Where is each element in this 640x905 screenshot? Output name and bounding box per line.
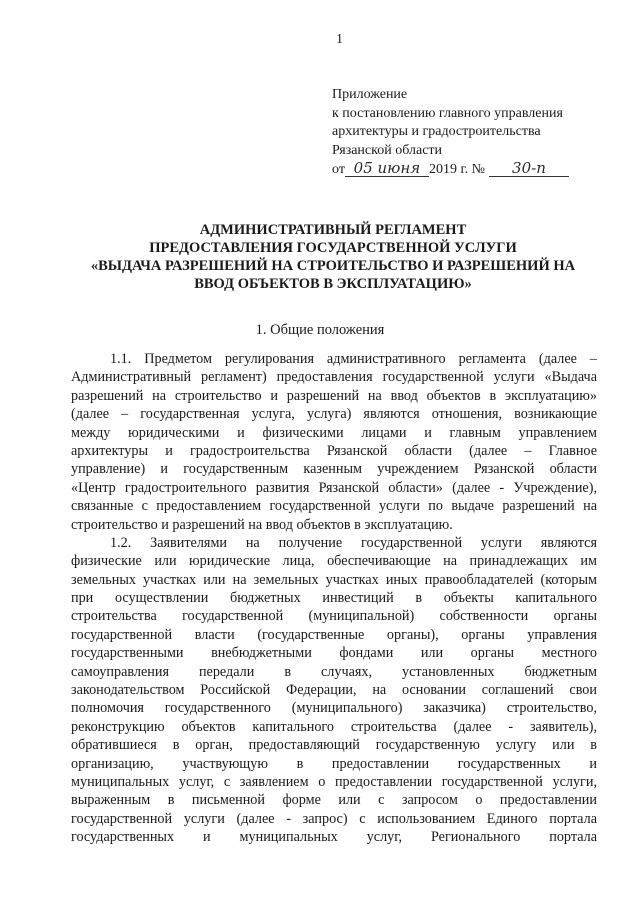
paragraph-line: государственной власти (государственные органы), органы управления — [71, 626, 597, 643]
paragraph-line: государственными внебюджетными фондами или органы местного — [71, 645, 597, 662]
paragraph-line: управление) и государственным казенным учреждением Рязанской области — [71, 461, 597, 478]
paragraph-line: архитектуры и градостроительства Рязанской области (далее – Главное — [71, 442, 597, 459]
title-line: ПРЕДОСТАВЛЕНИЯ ГОСУДАРСТВЕННОЙ УСЛУГИ — [149, 240, 517, 256]
title-line: ВВОД ОБЪЕКТОВ В ЭКСПЛУАТАЦИЮ» — [194, 276, 472, 292]
section-heading: 1. Общие положения — [255, 322, 385, 338]
paragraph-line: связанные с предоставлением государственной услуги по выдаче разрешений на — [71, 498, 597, 515]
paragraph-line: 1.1. Предметом регулирования административного регламента (далее – — [110, 351, 597, 367]
handwritten-number: 30-п — [489, 160, 569, 177]
paragraph-line: выраженным в письменной форме или с запросом о предоставлении — [71, 792, 597, 809]
appendix-line: Приложение — [332, 87, 408, 102]
paragraph-line: земельных участках или на земельных участках иных правообладателей (которым — [71, 571, 597, 588]
paragraph-line: между юридическими и физическими лицами и главным управлением — [71, 424, 597, 441]
handwritten-date: 05 июня — [345, 160, 429, 177]
appendix-block — [332, 86, 569, 180]
paragraph-line: «Центр градостроительного развития Рязанской области» (далее - Учреждение), — [71, 479, 597, 496]
paragraph-line: разрешений на строительство и разрешений на ввод объектов в эксплуатацию» — [71, 387, 597, 404]
paragraph-line: государственной услуги (далее - запрос) с использованием Единого портала — [71, 810, 597, 827]
date-prefix: от — [332, 162, 345, 177]
appendix-line: архитектуры и градостроительства — [332, 124, 541, 139]
paragraph-line: государственных и муниципальных услуг, Регионального портала — [71, 829, 597, 846]
paragraph-line: 1.2. Заявителями на получение государственной услуги являются — [110, 534, 597, 551]
paragraph-line: при осуществлении бюджетных инвестиций в объекты капитального — [71, 590, 597, 607]
date-year: 2019 г. № — [428, 162, 485, 177]
appendix-date-line — [332, 160, 569, 180]
paragraph-line: обратившиеся в орган, предоставляющий государственную услугу или в — [71, 737, 597, 754]
paragraph-line: реконструкцию объектов капитального строительства (далее - заявитель), — [71, 718, 597, 735]
appendix-line: к постановлению главного управления — [332, 105, 563, 121]
body-text — [71, 350, 597, 847]
appendix-line: Рязанской области — [332, 142, 443, 158]
paragraph-line: самоуправления передали в случаях, установленных бюджетным — [71, 663, 597, 680]
paragraph-line: строительство и разрешений на ввод объектов в эксплуатацию. — [71, 516, 453, 533]
paragraph-line: (далее – государственная услуга, услуга) являются отношения, возникающие — [71, 406, 597, 423]
title-line: «ВЫДАЧА РАЗРЕШЕНИЙ НА СТРОИТЕЛЬСТВО И РАЗРЕШЕНИЙ НА — [90, 258, 576, 274]
paragraph-line: муниципальных услуг, с заявлением о предоставлении государственной услуги, — [71, 773, 597, 790]
paragraph-line: полномочия государственного (муниципального) заказчика) строительство, — [71, 700, 597, 717]
paragraph-line: физические или юридические лица, обеспечивающие на принадлежащих им — [71, 553, 597, 570]
paragraph-line: Административный регламент) предоставления государственной услуги «Выдача — [71, 369, 597, 386]
title-line: АДМИНИСТРАТИВНЫЙ РЕГЛАМЕНТ — [199, 222, 467, 238]
document-title — [70, 221, 596, 293]
paragraph-line: законодательством Российской Федерации, на основании соглашений свои — [71, 682, 597, 699]
page-number: 1 — [336, 32, 343, 47]
paragraph-line: организацию, участвующую в предоставлении государственных и — [71, 755, 597, 772]
paragraph-line: строительства государственной (муниципальной) собственности органы — [71, 608, 597, 625]
